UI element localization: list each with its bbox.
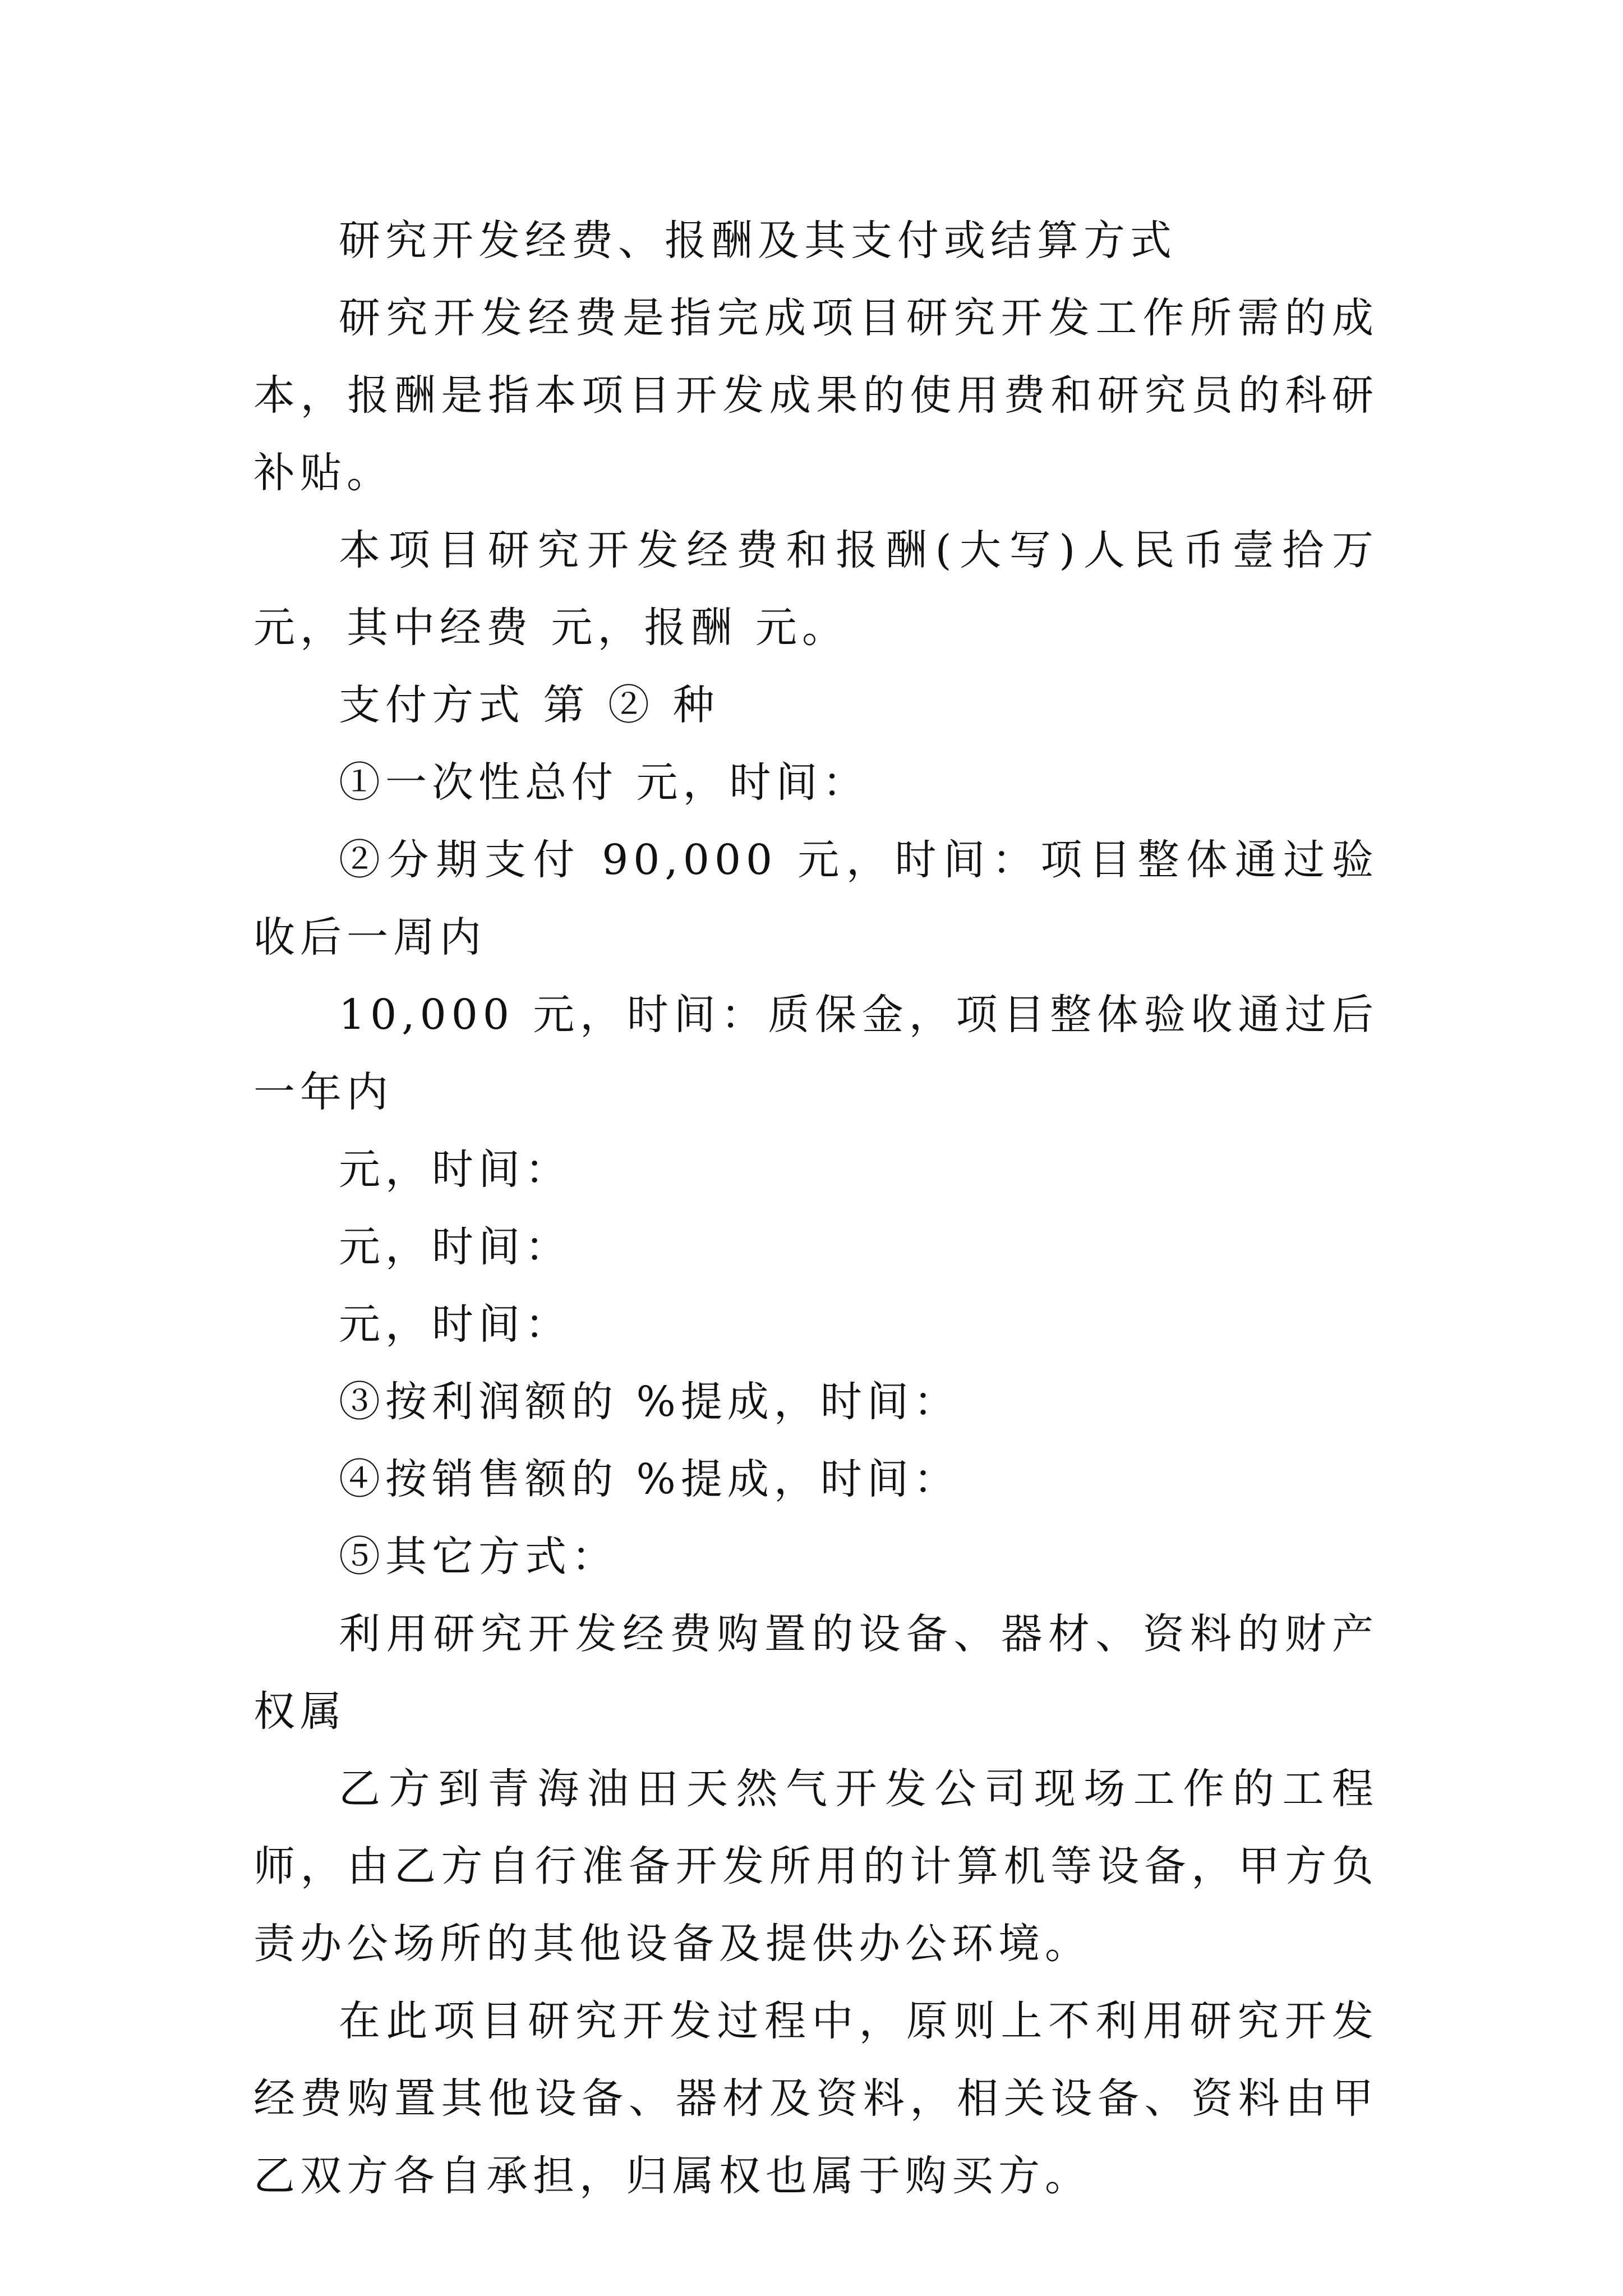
paragraph-property-rights: 利用研究开发经费购置的设备、器材、资料的财产权属 [253, 1610, 1378, 1736]
paragraph-total-amount: 本项目研究开发经费和报酬(大写)人民币壹拾万元，其中经费 元，报酬 元。 [253, 526, 1378, 652]
paragraph-equipment: 乙方到青海油田天然气开发公司现场工作的工程师，由乙方自行准备开发所用的计算机等设备，甲方负责办公场所的其他设备及提供办公环境。 [253, 1765, 1378, 1968]
document-body [253, 202, 1378, 2215]
paragraph-option-4: ④按销售额的 %提成，时间： [339, 1455, 960, 1503]
section-heading: 研究开发经费、报酬及其支付或结算方式 [339, 217, 1177, 265]
paragraph-option-3: ③按利润额的 %提成，时间： [339, 1378, 960, 1426]
paragraph-option-5: ⑤其它方式： [339, 1533, 618, 1581]
paragraph-installment-blank-2: 元，时间： [339, 1223, 571, 1271]
paragraph-installment-blank-3: 元，时间： [339, 1300, 571, 1349]
paragraph-installment-2: 10,000 元，时间：质保金，项目整体验收通过后一年内 [253, 991, 1378, 1116]
paragraph-definition: 研究开发经费是指完成项目研究开发工作所需的成本，报酬是指本项目开发成果的使用费和研究员的科研补贴。 [253, 294, 1378, 497]
paragraph-procurement: 在此项目研究开发过程中，原则上不利用研究开发经费购置其他设备、器材及资料，相关设备、资料由甲乙双方各自承担，归属权也属于购买方。 [253, 1997, 1378, 2200]
paragraph-option-1: ①一次性总付 元，时间： [339, 758, 869, 807]
paragraph-option-2: ②分期支付 90,000 元，时间：项目整体通过验收后一周内 [253, 836, 1378, 961]
paragraph-payment-method: 支付方式 第 ② 种 [339, 681, 720, 729]
paragraph-installment-blank-1: 元，时间： [339, 1145, 571, 1194]
